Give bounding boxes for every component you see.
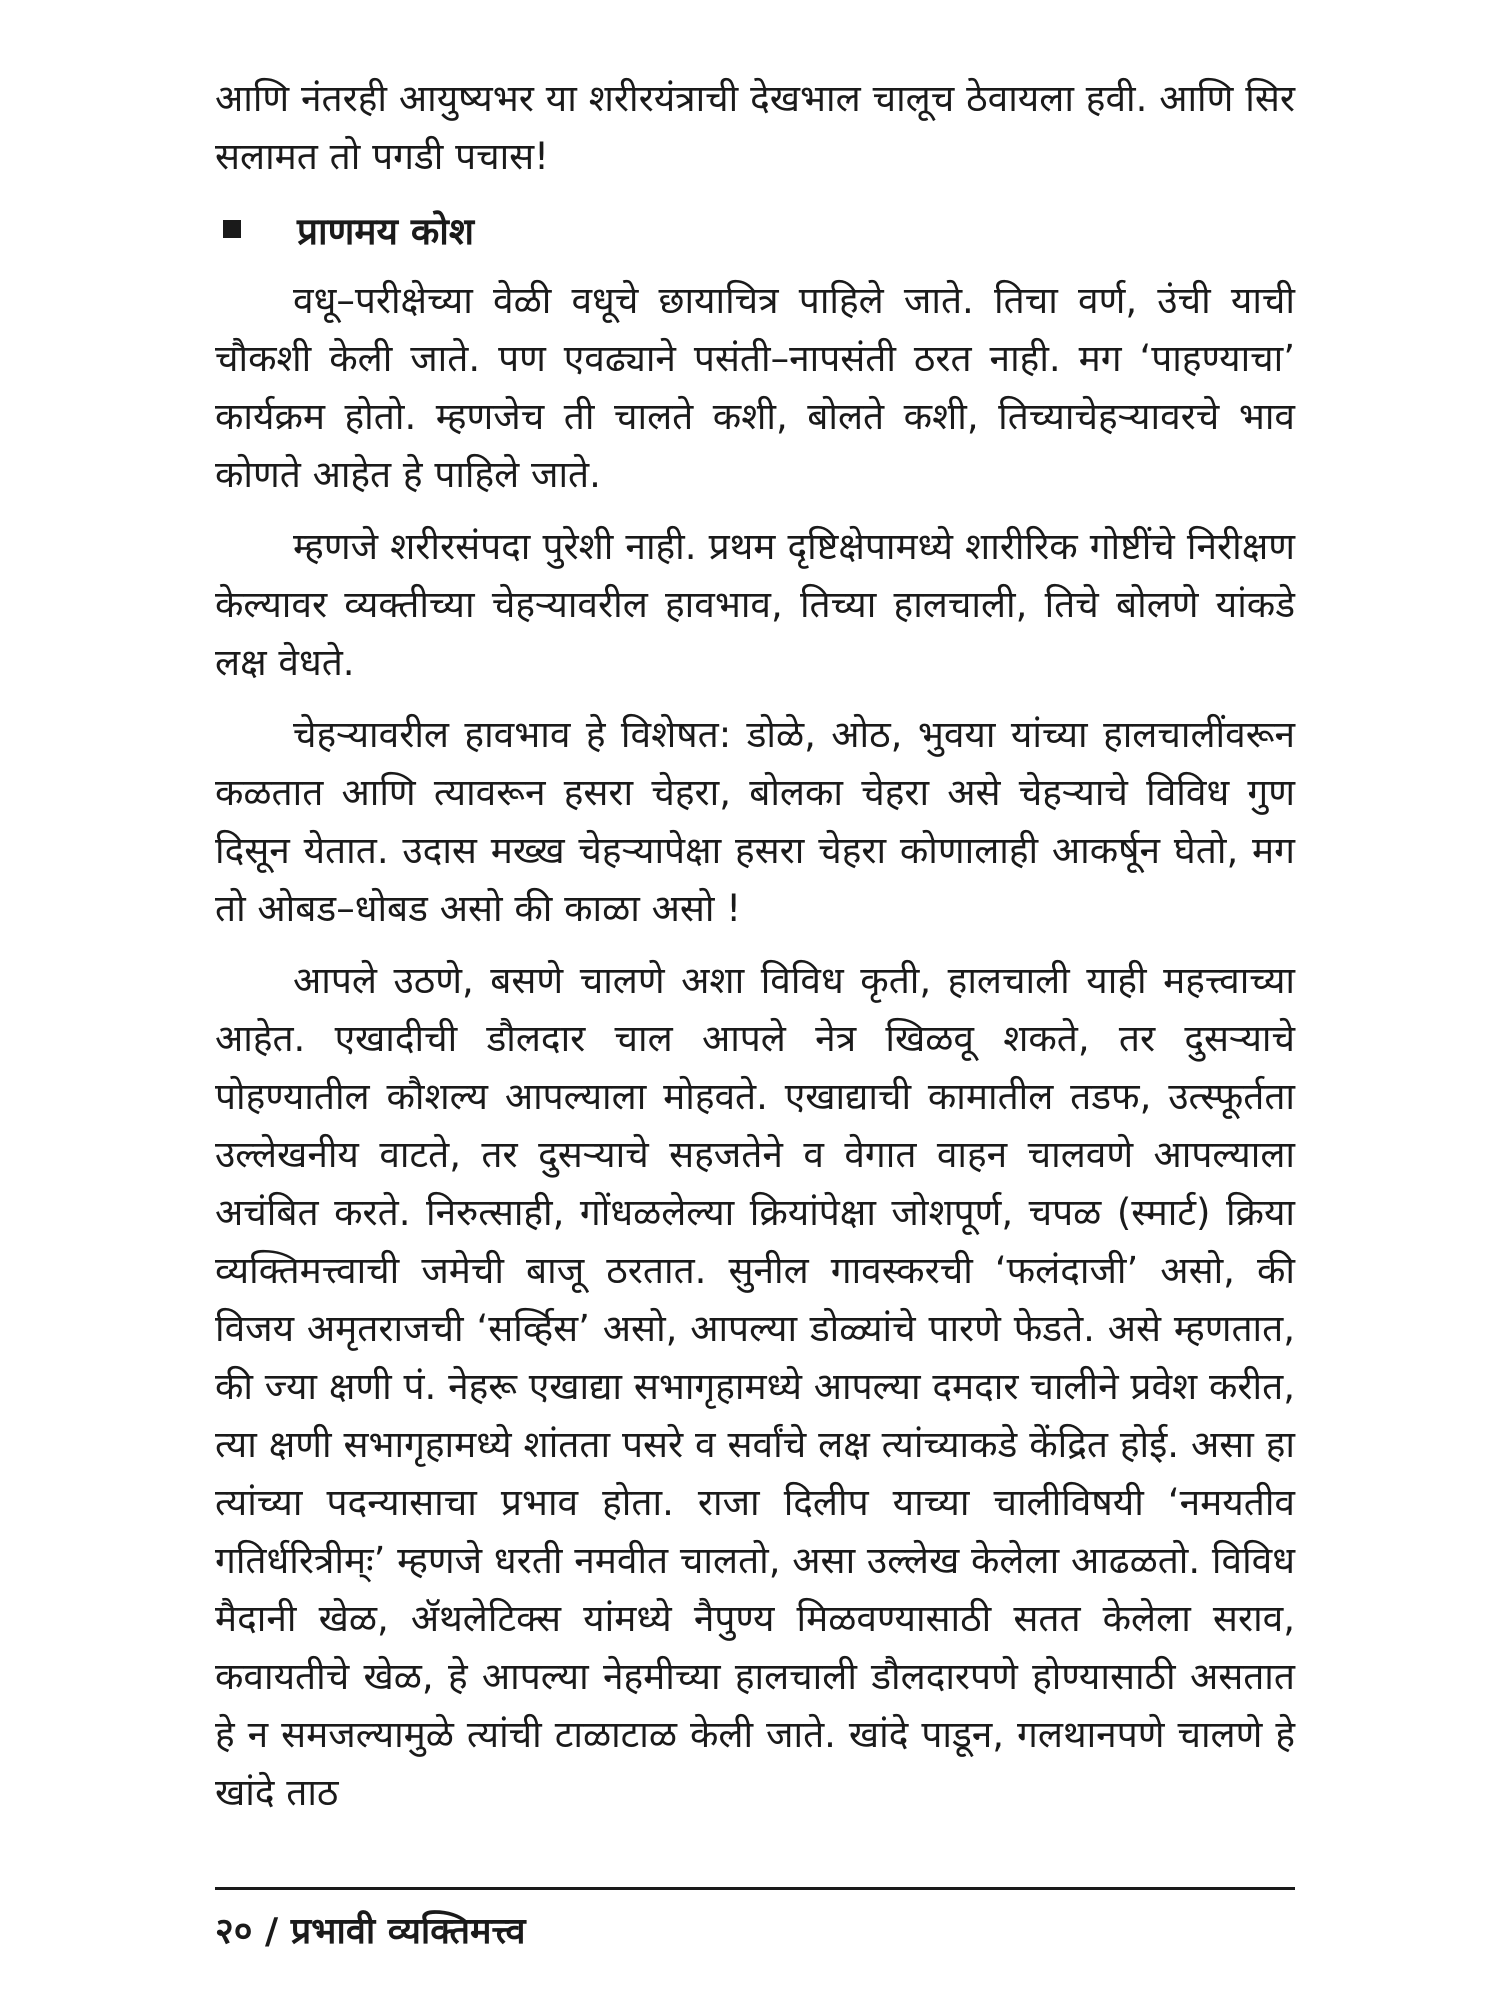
- page-number: २०: [215, 1911, 253, 1952]
- paragraph-4: आपले उठणे, बसणे चालणे अशा विविध कृती, हालचाली याही महत्त्वाच्या आहेत. एखादीची डौलदार चाल आपले नेत्र खिळवू शकते, तर दुसऱ्याचे पोहण्यातील कौशल्य आपल्याला मोहवते. एखाद्याची कामातील तडफ, उत्स्फूर्तता उल्लेखनीय वाटते, तर दुसऱ्याचे सहजतेने व वेगात वाहन चालवणे आपल्याला अचंबित करते. निरुत्साही, गोंधळलेल्या क्रियांपेक्षा जोशपूर्ण, चपळ (स्मार्ट) क्रिया व्यक्तिमत्त्वाची जमेची बाजू ठरतात. सुनील गावस्करची ‘फलंदाजी’ असो, की विजय अमृतराजची ‘सर्व्हिस’ असो, आपल्या डोळ्यांचे पारणे फेडते. असे म्हणतात, की ज्या क्षणी पं. नेहरू एखाद्या सभागृहामध्ये आपल्या दमदार चालीने प्रवेश करीत, त्या क्षणी सभागृहामध्ये शांतता पसरे व सर्वांचे लक्ष त्यांच्याकडे केंद्रित होई. असा हा त्यांच्या पदन्यासाचा प्रभाव होता. राजा दिलीप याच्या चालीविषयी ‘नमयतीव गतिर्धरित्रीम्ः’ म्हणजे धरती नमवीत चालतो, असा उल्लेख केलेला आढळतो. विविध मैदानी खेळ, ॲथलेटिक्स यांमध्ये नैपुण्य मिळवण्यासाठी सतत केलेला सराव, कवायतीचे खेळ, हे आपल्या नेहमीच्या हालचाली डौलदारपणे होण्यासाठी असतात हे न समजल्यामुळे त्यांची टाळाटाळ केली जाते. खांदे पाडून, गलथानपणे चालणे हे खांदे ताठ: [215, 959, 1295, 1814]
- paragraph-3: चेहऱ्यावरील हावभाव हे विशेषत: डोळे, ओठ, भुवया यांच्या हालचालींवरून कळतात आणि त्यावरून हसरा चेहरा, बोलका चेहरा असे चेहऱ्याचे विविध गुण दिसून येतात. उदास मख्ख चेहऱ्यापेक्षा हसरा चेहरा कोणालाही आकर्षून घेतो, मग तो ओबड–धोबड असो की काळा असो !: [215, 713, 1295, 930]
- section-heading-text: प्राणमय कोश: [297, 209, 475, 253]
- page-body: [215, 70, 1295, 1950]
- page-footer: [215, 1905, 525, 1954]
- paragraph-2: म्हणजे शरीरसंपदा पुरेशी नाही. प्रथम दृष्टिक्षेपामध्ये शारीरिक गोष्टींचे निरीक्षण केल्यावर व्यक्तीच्या चेहऱ्यावरील हावभाव, तिच्या हालचाली, तिचे बोलणे यांकडे लक्ष वेधते.: [215, 525, 1295, 684]
- section-heading: [215, 200, 1295, 258]
- book-title: प्रभावी व्यक्तिमत्त्व: [290, 1911, 526, 1952]
- footer-separator: /: [265, 1911, 279, 1952]
- paragraph-1: वधू–परीक्षेच्या वेळी वधूचे छायाचित्र पाहिले जाते. तिचा वर्ण, उंची याची चौकशी केली जाते. पण एवढ्याने पसंती–नापसंती ठरत नाही. मग ‘पाहण्याचा’ कार्यक्रम होतो. म्हणजेच ती चालते कशी, बोलते कशी, तिच्याचेहऱ्यावरचे भाव कोणते आहेत हे पाहिले जाते.: [215, 279, 1295, 496]
- square-bullet-icon: [223, 220, 241, 238]
- paragraph-intro: आणि नंतरही आयुष्यभर या शरीरयंत्राची देखभाल चालूच ठेवायला हवी. आणि सिर सलामत तो पगडी पचास!: [215, 77, 1295, 178]
- footer-divider: [215, 1887, 1295, 1890]
